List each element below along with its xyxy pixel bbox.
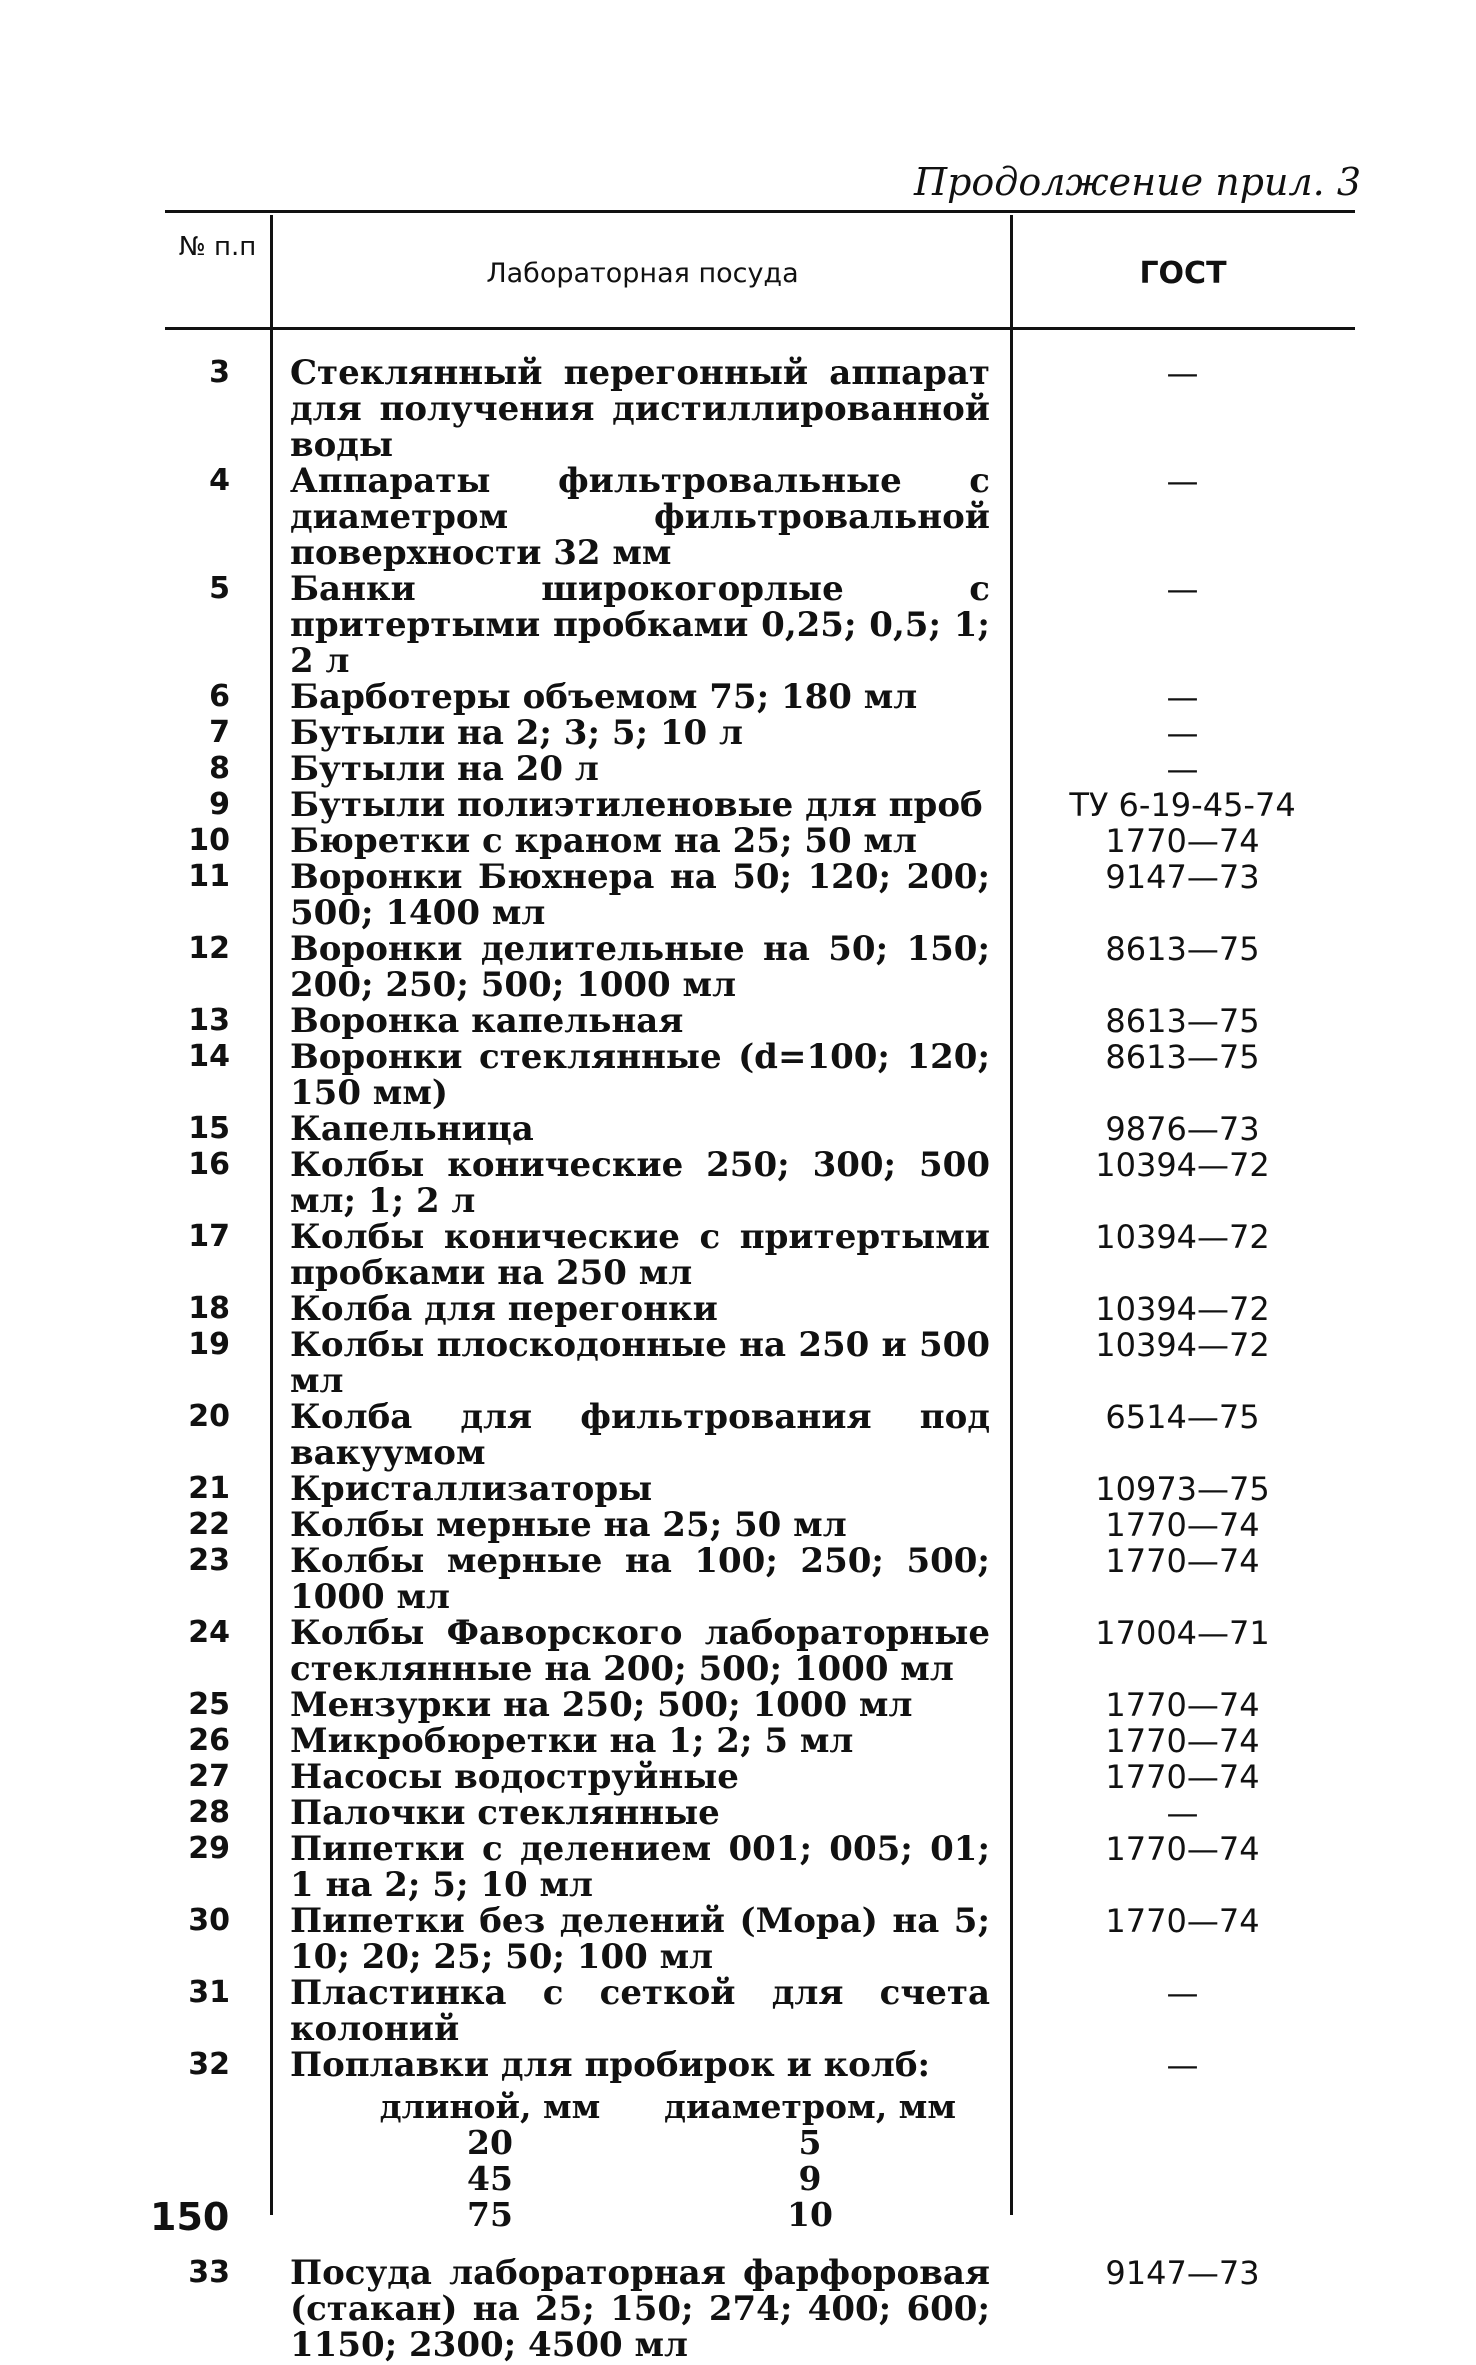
length-header: длиной, мм <box>379 2087 601 2126</box>
row-gost: 6514—75 <box>1105 1398 1260 1436</box>
row-number: 14 <box>188 1039 230 1074</box>
row-gost: — <box>1166 462 1199 500</box>
row-number: 26 <box>188 1723 230 1758</box>
row-number: 4 <box>209 463 230 498</box>
length-value: 20 <box>467 2123 513 2162</box>
table-row <box>165 1399 1355 1471</box>
length-value: 45 <box>467 2159 513 2198</box>
row-item: Колба для фильтрования под вакуумом <box>290 1397 990 1473</box>
table-row <box>165 1975 1355 2047</box>
row-gost: — <box>1166 714 1199 752</box>
row-number: 11 <box>188 859 230 894</box>
row-item: Пипетки с делением 001; 005; 01; 1 на 2; 5; 10 мл <box>290 1829 990 1905</box>
row-item: Воронки делительные на 50; 150; 200; 250; 500; 1000 мл <box>290 929 990 1005</box>
table-row <box>165 1147 1355 1219</box>
row-item: Пипетки без делений (Мора) на 5; 10; 20; 25; 50; 100 мл <box>290 1901 990 1977</box>
row-number: 18 <box>188 1291 230 1326</box>
table-row-last <box>165 2255 1355 2363</box>
table-row <box>165 1687 1355 1723</box>
row-item: Кристаллизаторы <box>290 1469 653 1509</box>
row-item: Колбы мерные на 100; 250; 500; 1000 мл <box>290 1541 990 1617</box>
row-item: Капельница <box>290 1109 534 1149</box>
floats-subtable <box>330 2089 970 2233</box>
row-item: Бутыли на 20 л <box>290 749 599 789</box>
table-top-rule <box>165 210 1355 213</box>
table-row <box>165 679 1355 715</box>
diameter-header: диаметром, мм <box>663 2087 957 2126</box>
table-row <box>165 1111 1355 1147</box>
table-row <box>165 1759 1355 1795</box>
row-number: 8 <box>209 751 230 786</box>
row-gost: — <box>1166 354 1199 392</box>
row-item: Колбы плоскодонные на 250 и 500 мл <box>290 1325 990 1401</box>
page-number: 150 <box>150 2195 230 2239</box>
row-item: Банки широкогорлые с притертыми пробками 0,25; 0,5; 1; 2 л <box>290 569 990 681</box>
header-name: Лабораторная посуда <box>486 258 799 289</box>
row-number: 33 <box>188 2255 230 2290</box>
row-number: 5 <box>209 571 230 606</box>
row-number: 25 <box>188 1687 230 1722</box>
row-item: Воронка капельная <box>290 1001 684 1041</box>
row-number: 23 <box>188 1543 230 1578</box>
row-gost: 1770—74 <box>1105 1542 1260 1580</box>
row-item: Поплавки для пробирок и колб: <box>290 2045 931 2085</box>
length-column <box>330 2089 650 2233</box>
diameter-value: 10 <box>787 2195 833 2234</box>
row-number: 27 <box>188 1759 230 1794</box>
row-number: 28 <box>188 1795 230 1830</box>
row-item: Колбы конические с притертыми пробками на 250 мл <box>290 1217 990 1293</box>
table-row <box>165 355 1355 463</box>
table-row <box>165 1831 1355 1903</box>
row-gost: — <box>1166 678 1199 716</box>
row-item: Микробюретки на 1; 2; 5 мл <box>290 1721 854 1761</box>
row-number: 20 <box>188 1399 230 1434</box>
table-row <box>165 1039 1355 1111</box>
table-row <box>165 1723 1355 1759</box>
row-item: Воронки стеклянные (d=100; 120; 150 мм) <box>290 1037 990 1113</box>
row-gost: 1770—74 <box>1105 1722 1260 1760</box>
row-gost: 9147—73 <box>1105 858 1260 896</box>
row-item: Насосы водоструйные <box>290 1757 739 1797</box>
row-number: 9 <box>209 787 230 822</box>
table-row <box>165 1543 1355 1615</box>
row-number: 3 <box>209 355 230 390</box>
table-row <box>165 1795 1355 1831</box>
diameter-value: 9 <box>798 2159 822 2198</box>
diameter-value: 5 <box>798 2123 822 2162</box>
row-item: Бутыли полиэтиленовые для проб <box>290 785 983 825</box>
row-item: Стеклянный перегонный аппарат для получения дистиллированной воды <box>290 353 990 465</box>
row-gost: 1770—74 <box>1105 1758 1260 1796</box>
diameter-column <box>650 2089 970 2233</box>
table-row <box>165 1903 1355 1975</box>
row-number: 29 <box>188 1831 230 1866</box>
row-gost: 1770—74 <box>1105 1902 1260 1940</box>
table-row <box>165 571 1355 679</box>
table-body <box>165 355 1355 2083</box>
row-gost: 10394—72 <box>1095 1326 1270 1364</box>
table-row <box>165 1615 1355 1687</box>
row-number: 32 <box>188 2047 230 2082</box>
table-row <box>165 2047 1355 2083</box>
table-row <box>165 1471 1355 1507</box>
row-gost: — <box>1166 1974 1199 2012</box>
table-row <box>165 1291 1355 1327</box>
row-gost: 8613—75 <box>1105 930 1260 968</box>
row-number: 24 <box>188 1615 230 1650</box>
row-gost: 1770—74 <box>1105 822 1260 860</box>
table-row <box>165 859 1355 931</box>
table-row <box>165 1003 1355 1039</box>
row-gost: ТУ 6-19-45-74 <box>1069 786 1296 824</box>
row-gost: 17004—71 <box>1095 1614 1270 1652</box>
table-row <box>165 463 1355 571</box>
row-number: 30 <box>188 1903 230 1938</box>
row-gost: 9147—73 <box>1105 2254 1260 2292</box>
row-gost: — <box>1166 1794 1199 1832</box>
row-number: 16 <box>188 1147 230 1182</box>
row-number: 12 <box>188 931 230 966</box>
row-item: Колбы мерные на 25; 50 мл <box>290 1505 847 1545</box>
row-item: Бутыли на 2; 3; 5; 10 л <box>290 713 744 753</box>
length-value: 75 <box>467 2195 513 2234</box>
row-number: 19 <box>188 1327 230 1362</box>
header-number: № п.п <box>178 232 257 262</box>
table-row <box>165 1507 1355 1543</box>
table-row <box>165 715 1355 751</box>
row-number: 6 <box>209 679 230 714</box>
table-row <box>165 1219 1355 1291</box>
row-gost: 1770—74 <box>1105 1506 1260 1544</box>
row-item: Мензурки на 250; 500; 1000 мл <box>290 1685 913 1725</box>
row-gost: — <box>1166 570 1199 608</box>
row-item: Колбы конические 250; 300; 500 мл; 1; 2 л <box>290 1145 990 1221</box>
row-gost: 1770—74 <box>1105 1830 1260 1868</box>
row-gost: 10394—72 <box>1095 1290 1270 1328</box>
row-gost: 10973—75 <box>1095 1470 1270 1508</box>
table-row <box>165 1327 1355 1399</box>
table-row <box>165 2255 1355 2363</box>
row-number: 7 <box>209 715 230 750</box>
row-item: Палочки стеклянные <box>290 1793 720 1833</box>
row-item: Посуда лабораторная фарфоровая (стакан) на 25; 150; 274; 400; 600; 1150; 2300; 4500 мл <box>290 2253 990 2365</box>
row-item: Бюретки с краном на 25; 50 мл <box>290 821 917 861</box>
row-number: 21 <box>188 1471 230 1506</box>
row-gost: 10394—72 <box>1095 1218 1270 1256</box>
row-gost: 9876—73 <box>1105 1110 1260 1148</box>
table-row <box>165 787 1355 823</box>
row-gost: 10394—72 <box>1095 1146 1270 1184</box>
row-item: Пластинка с сеткой для счета колоний <box>290 1973 990 2049</box>
table-row <box>165 931 1355 1003</box>
row-gost: — <box>1166 2046 1199 2084</box>
table-row <box>165 823 1355 859</box>
row-number: 31 <box>188 1975 230 2010</box>
row-number: 22 <box>188 1507 230 1542</box>
row-gost: — <box>1166 750 1199 788</box>
row-number: 15 <box>188 1111 230 1146</box>
row-gost: 1770—74 <box>1105 1686 1260 1724</box>
continuation-caption: Продолжение прил. 3 <box>913 160 1361 204</box>
row-item: Барботеры объемом 75; 180 мл <box>290 677 918 717</box>
table-row <box>165 751 1355 787</box>
row-item: Воронки Бюхнера на 50; 120; 200; 500; 1400 мл <box>290 857 990 933</box>
row-item: Аппараты фильтровальные с диаметром фильтровальной поверхности 32 мм <box>290 461 990 573</box>
row-item: Колба для перегонки <box>290 1289 718 1329</box>
row-number: 17 <box>188 1219 230 1254</box>
row-gost: 8613—75 <box>1105 1002 1260 1040</box>
row-item: Колбы Фаворского лабораторные стеклянные на 200; 500; 1000 мл <box>290 1613 990 1689</box>
table-header-rule <box>165 327 1355 330</box>
row-gost: 8613—75 <box>1105 1038 1260 1076</box>
row-number: 10 <box>188 823 230 858</box>
row-number: 13 <box>188 1003 230 1038</box>
header-gost: ГОСТ <box>1139 256 1227 291</box>
